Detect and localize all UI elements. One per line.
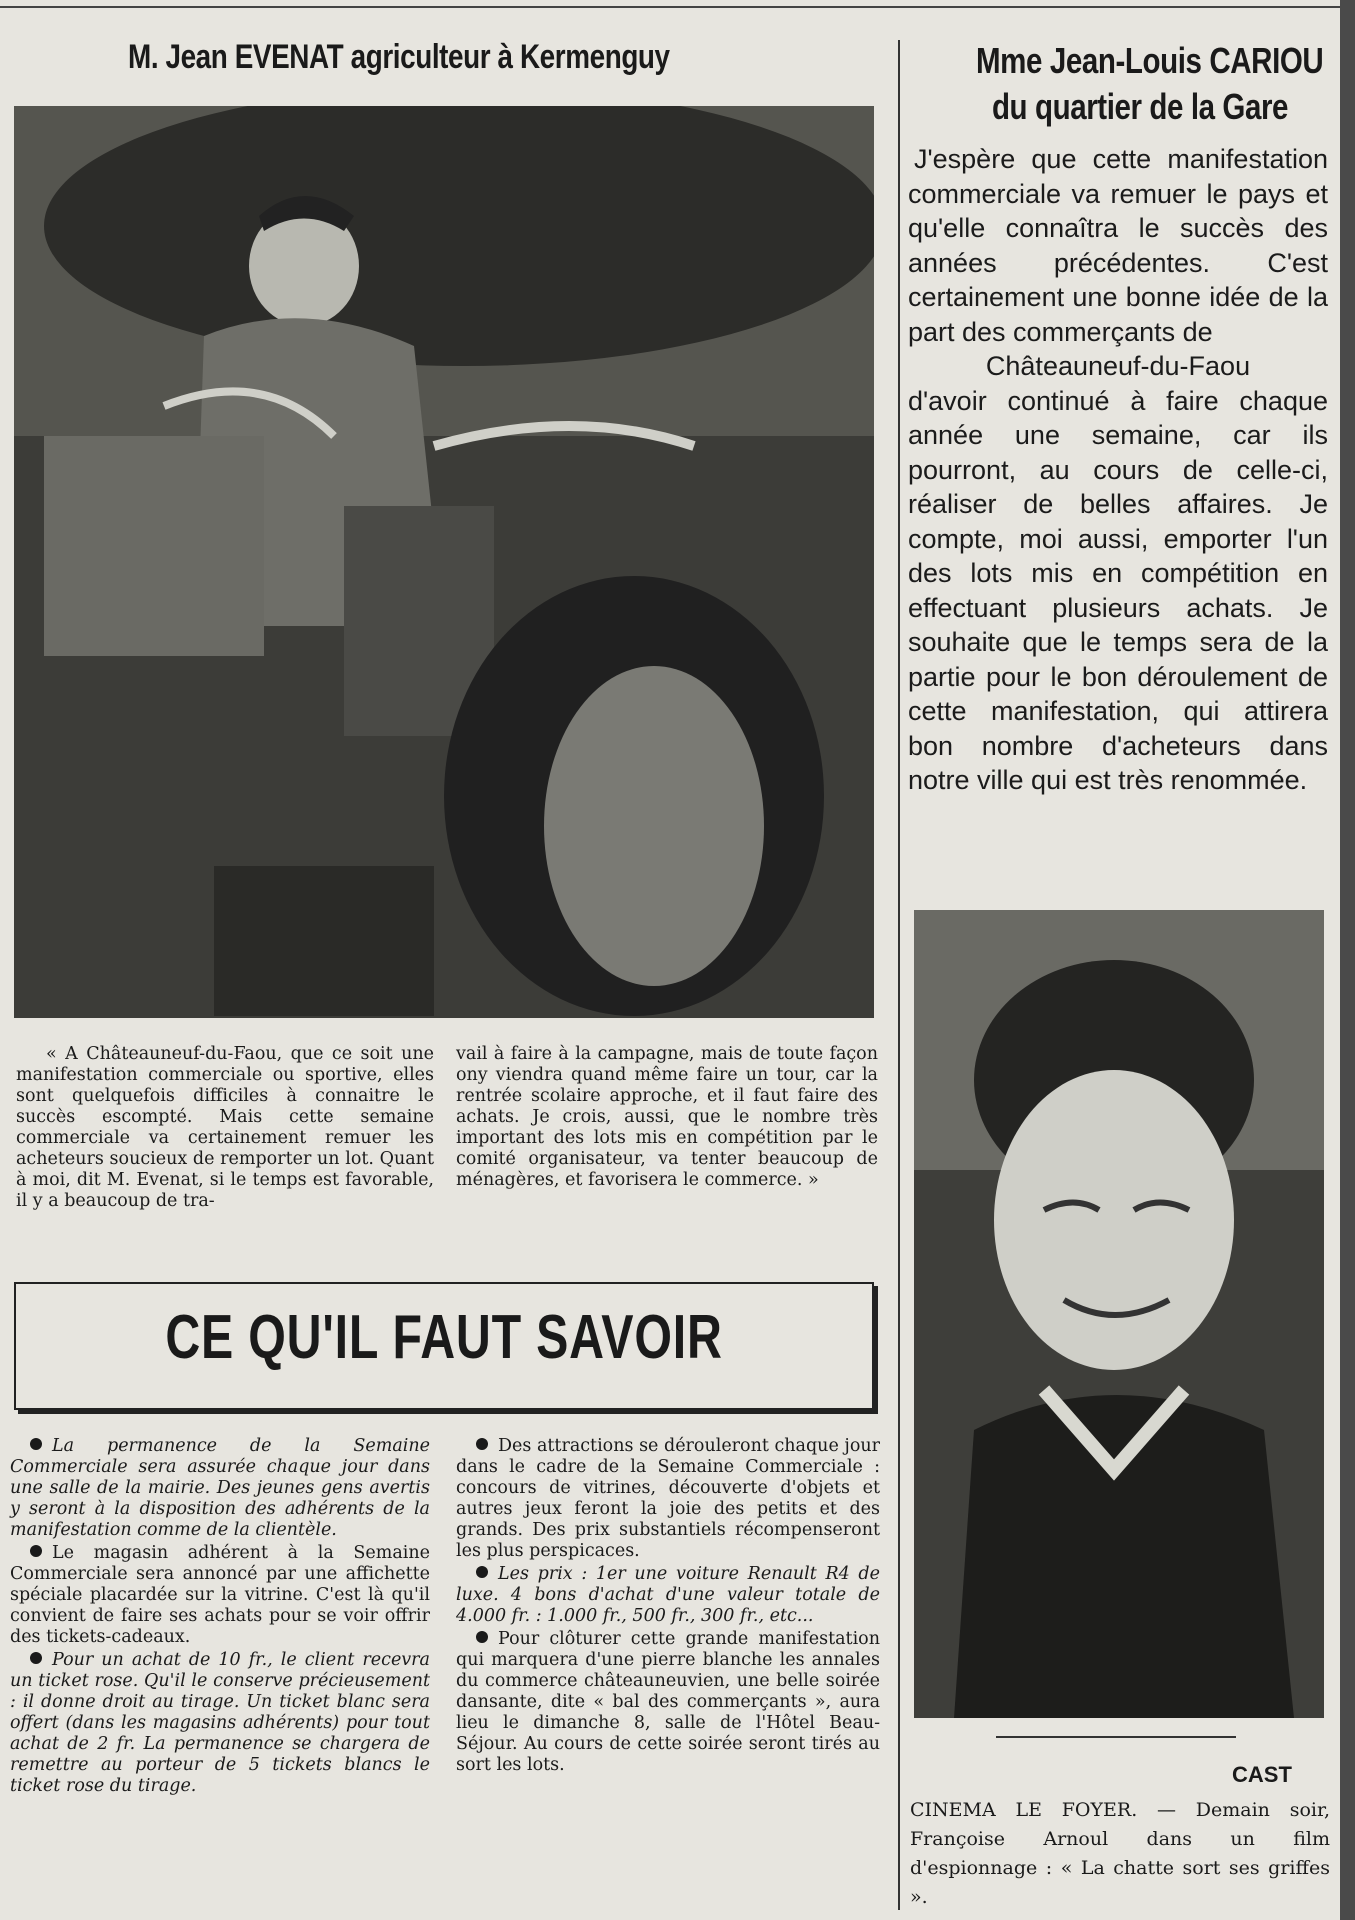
bullet-soiree: Pour clôturer cette grande manifestation qui marquera d'une pierre blanche les annales du commerce châteauneuvien, une belle soirée dansante, dite « bal des commerçants », aura lieu le dimanche 8, salle de l'Hôtel Beau-Séjour. Au cours de cette soirée seront tirés au sort les lots.	[456, 1629, 880, 1775]
farmer-quote-part2: vail à faire à la campagne, mais de toute façon ony viendra quand même faire un tour, car la rentrée scolaire approche, et il faut faire des achats. Je crois, aussi, que le nombre très important des lots mis en compétition par le comité organisateur, va tenter beaucoup de ménagères, et favorisera le commerce. »	[456, 1044, 878, 1190]
right-headline-line1: Mme Jean-Louis CARIOU	[976, 40, 1324, 81]
photo-credit: CAST	[1232, 1762, 1292, 1787]
cinema-note: CINEMA LE FOYER. — Demain soir, Françoise Arnoul dans un film d'espionnage : « La chatte sort ses griffes ».	[910, 1799, 1330, 1908]
bullets-left-column	[10, 1436, 430, 1799]
bullets-right-column	[456, 1436, 880, 1778]
cariou-quote-place: Châteauneuf-du-Faou	[985, 351, 1251, 381]
right-headline-line2: du quartier de la Gare	[991, 86, 1289, 127]
cariou-portrait	[914, 910, 1324, 1718]
bullet-dot-icon	[476, 1566, 488, 1578]
woman-portrait-image	[914, 910, 1324, 1718]
cariou-quote	[908, 142, 1328, 798]
bullet-dot-icon	[476, 1631, 488, 1643]
top-rule	[0, 6, 1340, 8]
cariou-quote-part1: J'espère que cette manifestation commerciale va remuer le pays et qu'elle connaîtra le succès des années précédentes. C'est certainement une bonne idée de la part des commerçants de	[908, 144, 1328, 347]
farmer-photo	[14, 106, 874, 1018]
right-headline	[976, 38, 1324, 130]
cariou-quote-part2: d'avoir continué à faire chaque année une semaine, car ils pourront, au cours de celle-ci, réaliser de belles affaires. Je compte, moi aussi, emporter l'un des lots mis en compétition en effectuant plusieurs achats. Je souhaite que le temps sera de la partie pour le bon déroulement de cette manifestation, qui attirera bon nombre d'acheteurs dans notre ville qui est très renommée.	[908, 385, 1328, 795]
info-box	[14, 1282, 874, 1410]
bullet-permanence: La permanence de la Semaine Commerciale sera assurée chaque jour dans une salle de la mairie. Des jeunes gens avertis y seront à la disposition des adhérents de la manifestation comme de la clientèle.	[10, 1436, 430, 1540]
photo-caption-rule	[996, 1736, 1236, 1738]
page-edge-strip	[1340, 0, 1355, 1920]
farmer-on-tractor-image	[14, 106, 874, 1018]
bullet-prix: Les prix : 1er une voiture Renault R4 de luxe. 4 bons d'achat d'une valeur totale de 4.000 fr. : 1.000 fr., 500 fr., 300 fr., etc...	[456, 1564, 880, 1626]
bullet-dot-icon	[30, 1438, 42, 1450]
farmer-quote-part1: « A Châteauneuf-du-Faou, que ce soit une manifestation commerciale ou sportive, elles sont quelquefois difficiles à connaitre le succès escompté. Mais cette semaine commerciale va certainement remuer les acheteurs soucieux de remporter un lot. Quant à moi, dit M. Evenat, si le temps est favorable, il y a beaucoup de tra-	[16, 1044, 434, 1211]
bullet-magasin: Le magasin adhérent à la Semaine Commerciale sera annoncé par une affichette spéciale placardée sur la vitrine. C'est là qu'il convient de faire ses achats pour se voir offrir des tickets-cadeaux.	[10, 1543, 430, 1647]
bullet-attractions: Des attractions se dérouleront chaque jour dans le cadre de la Semaine Commerciale : concours de vitrines, découverte d'objets et autres jeux feront la joie des petits et des grands. Des prix substantiels récompenseront les plus perspicaces.	[456, 1436, 880, 1561]
left-headline: M. Jean EVENAT agriculteur à Kermenguy	[128, 38, 670, 76]
bullet-dot-icon	[476, 1438, 488, 1450]
bullet-dot-icon	[30, 1545, 42, 1557]
bullet-dot-icon	[30, 1652, 42, 1664]
info-box-title: CE QU'IL FAUT SAVOIR	[165, 1303, 723, 1372]
column-divider	[898, 40, 900, 1910]
bullet-tickets: Pour un achat de 10 fr., le client recevra un ticket rose. Qu'il le conserve précieusement : il donne droit au tirage. Un ticket blanc sera offert (dans les magasins adhérents) pour tout achat de 2 fr. La permanence se chargera de remettre au porteur de 5 tickets blancs le ticket rose du tirage.	[10, 1650, 430, 1796]
